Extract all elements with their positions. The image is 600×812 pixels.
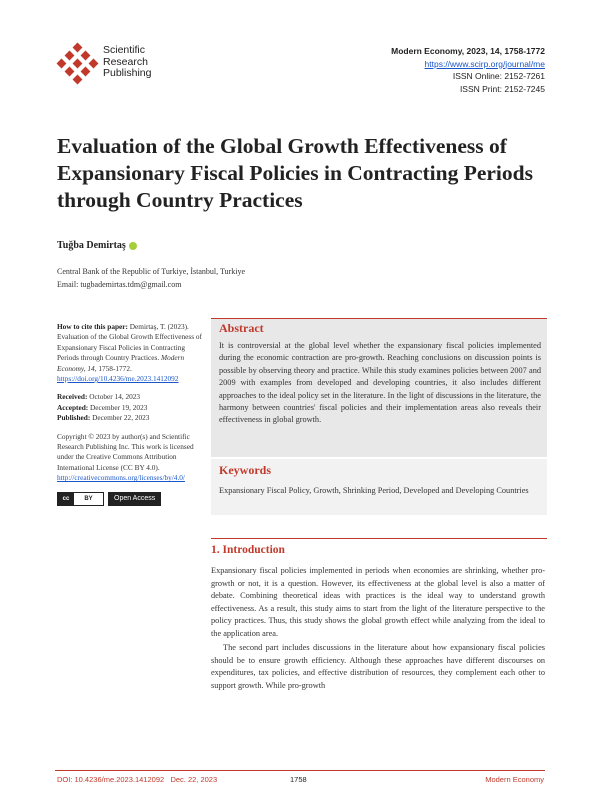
cite-text: Demirtaş, T. (2023). Evaluation of the Global Growth Effectiveness of Expansionary Fiscal Policies in Contracting Periods through Country Practices. (57, 322, 202, 363)
received-date: October 14, 2023 (89, 392, 141, 402)
author-name: Tuğba Demirtaş (57, 240, 126, 251)
cc-icon: cc (58, 493, 74, 505)
how-to-cite (57, 322, 205, 384)
article-sidebar (57, 322, 205, 506)
cite-pages: 1758-1772. (98, 363, 132, 373)
license-badges (57, 492, 205, 506)
published-label: Published: (57, 413, 91, 423)
footer-journal: Modern Economy (485, 775, 544, 784)
affiliation-block (57, 265, 245, 291)
publisher-name (103, 45, 173, 80)
issn-print: ISSN Print: 2152-7245 (459, 83, 545, 94)
license-link[interactable]: http://creativecommons.org/licenses/by/4.0/ (57, 473, 185, 483)
page-number: 1758 (290, 775, 307, 784)
publisher-line: Research (103, 55, 148, 68)
author-email: Email: tugbademirtas.tdm@gmail.com (57, 280, 182, 289)
copyright (57, 432, 205, 484)
publisher-line: Publishing (103, 67, 152, 79)
cite-label: How to cite this paper: (57, 322, 128, 331)
introduction-heading: 1. Introduction (211, 544, 285, 556)
orcid-icon[interactable] (129, 242, 137, 250)
received-label: Received: (57, 392, 88, 402)
abstract-heading: Abstract (219, 321, 264, 335)
footer-doi-date (57, 775, 217, 784)
footer-date: Dec. 22, 2023 (170, 775, 218, 784)
dates (57, 392, 205, 423)
author-block (57, 240, 137, 251)
journal-url-link[interactable]: https://www.scirp.org/journal/me (424, 58, 545, 69)
paragraph: The second part includes discussions in the literature about how expansionary fiscal policies should be to ensure growth efficiency. Although these approaches have different discourses on expenditures, tax policies, and effective distribution of resources, they complement each other to support growth. While pro-growth (211, 643, 545, 690)
accepted-date: December 19, 2023 (90, 402, 148, 412)
issn-online: ISSN Online: 2152-7261 (452, 71, 545, 81)
footer-divider (55, 770, 545, 771)
cite-journal: Modern Economy, 14, (57, 353, 185, 373)
footer-doi[interactable]: DOI: 10.4236/me.2023.1412092 (57, 775, 165, 784)
keywords-text: Expansionary Fiscal Policy, Growth, Shrinking Period, Developed and Developing Countries (219, 486, 529, 495)
paragraph: Expansionary fiscal policies implemented in periods when economies are shrinking, whether pro-growth or not, it is a question. However, its effectiveness at the global level is also a matter of debate. Combining theoretical ideas with practices is the ideal way to understand growth effectiveness. As a result, this study aims to start from the light of the literature perspective to the policy practices. Thus, this study shows the global growth effect while analyzing from the ideal to the application area. (211, 566, 545, 638)
affiliation: Central Bank of the Republic of Turkiye, İstanbul, Turkiye (57, 267, 245, 276)
publisher-line: Scientific (103, 44, 146, 56)
scirp-logo-icon (55, 42, 101, 88)
journal-citation: Modern Economy, 2023, 14, 1758-1772 (391, 46, 545, 56)
article-title: Evaluation of the Global Growth Effectiveness of Expansionary Fiscal Policies in Contracting Periods through Country Practices (57, 134, 533, 212)
copyright-text: Copyright © 2023 by author(s) and Scientific Research Publishing Inc. This work is licensed under the Creative Commons Attribution International License (CC BY 4.0). (57, 431, 194, 472)
keywords-heading: Keywords (219, 463, 271, 477)
introduction-body (211, 565, 545, 692)
open-access-badge: Open Access (108, 492, 161, 506)
journal-info (391, 45, 545, 95)
published-date: December 22, 2023 (92, 413, 150, 423)
by-icon: BY (84, 495, 93, 502)
cc-by-badge[interactable] (57, 492, 104, 506)
section-divider (211, 538, 547, 539)
abstract-text: It is controversial at the global level whether the expansionary fiscal policies implemented during the economic contraction are pro-growth. Reaching conclusions on discussion points is possible by observing theory and practice. While this study examines policies between 2007 and 2009 with examples from developed and developing countries, it also includes different approaches to the ideal policy set in the literature. In the light of discussions in the literature, the harmony between countries' fiscal policies and their implementation areas also reveals their effectiveness in global growth. (219, 341, 541, 425)
accepted-label: Accepted: (57, 402, 89, 412)
cite-doi-link[interactable]: https://doi.org/10.4236/me.2023.1412092 (57, 374, 179, 384)
